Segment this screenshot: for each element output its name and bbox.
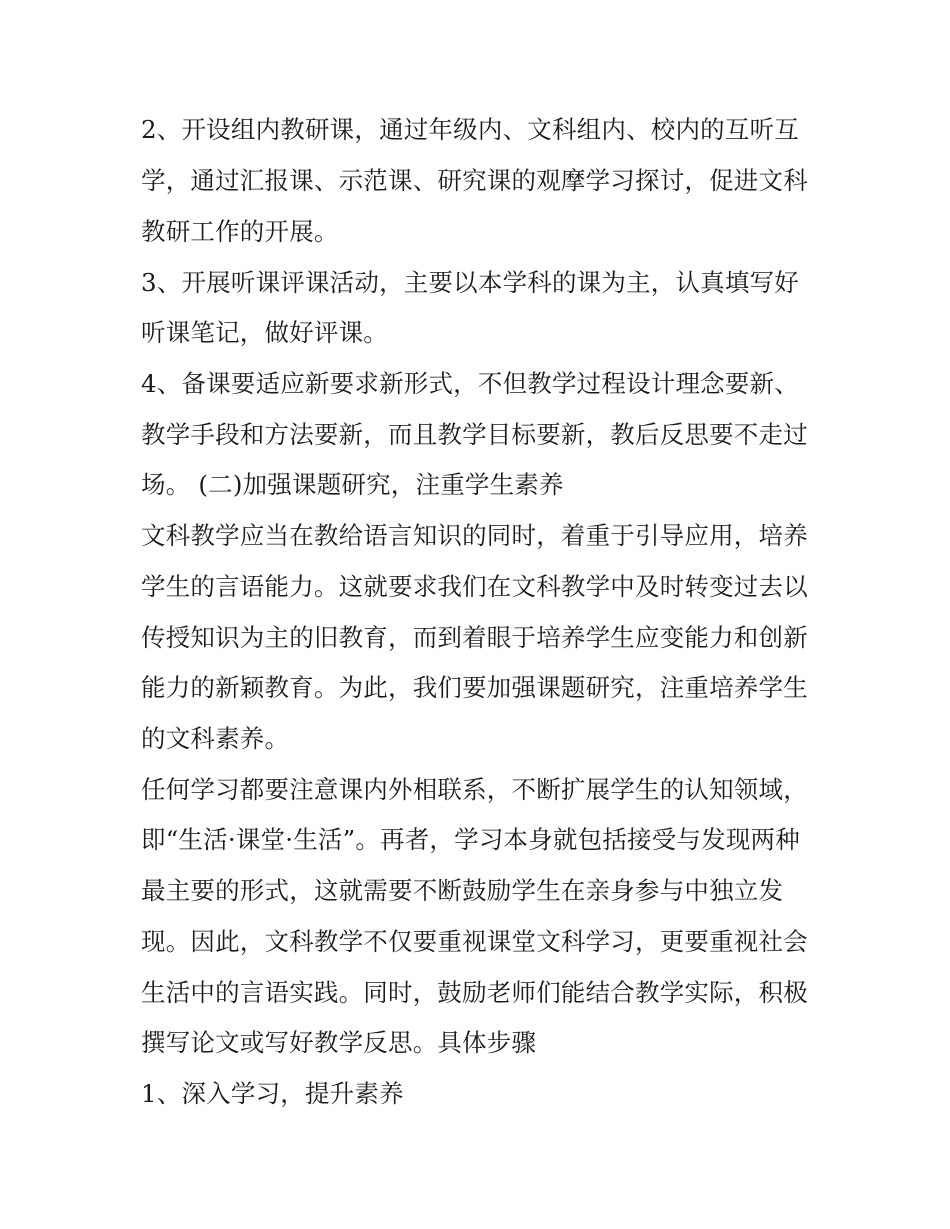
text-line: 的文科素养。	[141, 724, 290, 753]
text-line: 2、开设组内教研课，通过年级内、文科组内、校内的互听互	[141, 115, 799, 144]
text-line: 文科教学应当在教给语言知识的同时，着重于引导应用，培养	[141, 521, 808, 550]
text-line: 任何学习都要注意课内外相联系，不断扩展学生的认知领域，	[141, 775, 808, 804]
text-line: 能力的新颖教育。为此，我们要加强课题研究，注重培养学生	[141, 673, 808, 702]
text-line: 学，通过汇报课、示范课、研究课的观摩学习探讨，促进文科	[141, 166, 808, 195]
text-line: 1、深入学习，提升素养	[141, 1079, 404, 1108]
text-line: 现。因此，文科教学不仅要重视课堂文科学习，更要重视社会	[141, 927, 808, 956]
text-line: 3、开展听课评课活动，主要以本学科的课为主，认真填写好	[141, 268, 799, 297]
text-line: 最主要的形式，这就需要不断鼓励学生在亲身参与中独立发	[141, 876, 784, 905]
text-line: 传授知识为主的旧教育，而到着眼于培养学生应变能力和创新	[141, 623, 808, 652]
text-line: 听课笔记，做好评课。	[141, 318, 388, 347]
text-line: 场。 (二)加强课题研究，注重学生素养	[141, 470, 564, 499]
text-line: 学生的言语能力。这就要求我们在文科教学中及时转变过去以	[141, 572, 808, 601]
text-line: 生活中的言语实践。同时，鼓励老师们能结合教学实际，积极	[141, 978, 808, 1007]
text-line: 撰写论文或写好教学反思。具体步骤	[141, 1028, 537, 1057]
text-line: 教研工作的开展。	[141, 217, 339, 246]
text-line: 即“生活·课堂·生活”。再者，学习本身就包括接受与发现两种	[141, 825, 800, 854]
text-line: 4、备课要适应新要求新形式，不但教学过程设计理念要新、	[141, 369, 799, 398]
text-line: 教学手段和方法要新，而且教学目标要新，教后反思要不走过	[141, 420, 808, 449]
